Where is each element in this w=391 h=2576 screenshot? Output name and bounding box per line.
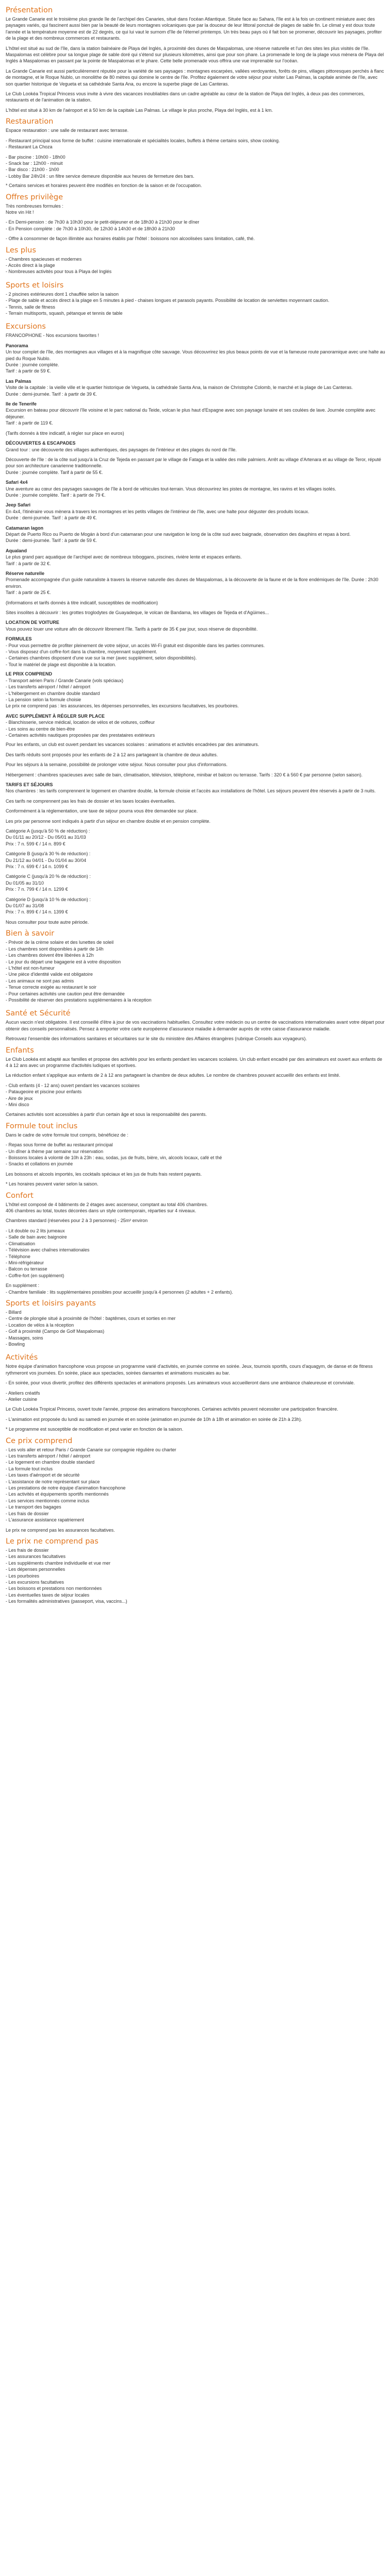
paragraph: Visite de la capitale : la vieille ville et le quartier historique de Vegueta, la cathédrale Santa Ana, la maison de Christophe Colomb, le marché et la plage de Las Canteras.	[6, 385, 353, 391]
list-item: - Tenue correcte exigée au restaurant le soir	[6, 985, 96, 990]
bar-list	[6, 154, 385, 180]
list-item: - Les boissons et prestations non mentionnées	[6, 1586, 102, 1591]
section-prix-comprend	[6, 1436, 385, 1533]
paragraph: - En soirée, pour vous divertir, profitez des différents spectacles et animations proposés. Les animateurs vous accueilleront dans une ambiance chaleureuse et conviviale.	[6, 1380, 355, 1386]
list-item: - Les soins au centre de bien-être	[6, 726, 75, 732]
list-item: - L'hôtel est non-fumeur	[6, 965, 55, 971]
paragraph: Pour les séjours à la semaine, possibilité de prolonger votre séjour. Nous consulter pour plus d'informations.	[6, 762, 227, 768]
paragraph: * Certains services et horaires peuvent être modifiés en fonction de la saison et de l'occupation.	[6, 183, 202, 189]
subtitle: Ile de Tenerife	[6, 401, 37, 407]
paragraph: Le Club Lookéa Tropical Princess, ouvert toute l'année, propose des animations francophones. Certaines activités peuvent nécessiter une participation financière.	[6, 1406, 338, 1412]
list-item: - Snacks et collations en journée	[6, 1161, 73, 1167]
paragraph: Aucun vaccin n'est obligatoire. Il est conseillé d'être à jour de vos vaccinations habituelles. Consultez votre médecin ou un centre de vaccinations internationales avant votre départ pour obtenir des conseils personnalisés. Pensez à emporter votre carte européenne d'assurance maladie à demander auprès de votre caisse d'assurance maladie.	[6, 1020, 385, 1031]
section-location	[6, 609, 385, 671]
list-item: - Centre de plongée situé à proximité de l'hôtel : baptêmes, cours et sorties en mer	[6, 1316, 176, 1321]
list-item: - Coffre-fort (en supplément)	[6, 1273, 64, 1278]
subtitle: Las Palmas	[6, 378, 31, 384]
list-item: - Les éventuelles taxes de séjour locales	[6, 1592, 90, 1598]
list-item: - Les prestations de notre équipe d'animation francophone	[6, 1485, 126, 1491]
paragraph: Tarif : à partir de 119 €.	[6, 420, 53, 426]
list-item: - Les excursions facultatives	[6, 1579, 64, 1585]
paragraph: Tarif : à partir de 25 €.	[6, 590, 51, 596]
paragraph: Nos chambres : les tarifs comprennent le logement en chambre double, la formule choisie et l'accès aux installations de l'hôtel. Les séjours peuvent être réservés à partir de 3 nuits.	[6, 788, 376, 794]
subtitle: LE PRIX COMPREND	[6, 671, 53, 677]
paragraph: Catégorie C (jusqu'à 20 % de réduction) :	[6, 874, 91, 879]
paragraph: Durée : demi-journée. Tarif : à partir de 49 €.	[6, 515, 97, 521]
list-item: - Pour certaines activités une caution peut être demandée	[6, 991, 125, 996]
subtitle: AVEC SUPPLÉMENT À RÉGLER SUR PLACE	[6, 713, 105, 719]
list-item: - Vous disposez d'un coffre-fort dans la chambre, moyennant supplément.	[6, 649, 157, 655]
list-item: - Terrain multisports, squash, pétanque et tennis de table	[6, 311, 123, 316]
paragraph: L'hôtel est composé de 4 bâtiments de 2 étages avec ascenseur, comptant au total 406 chambres.	[6, 1201, 208, 1207]
section-title: Les plus	[6, 246, 36, 255]
list-item: - L'assistance de notre représentant sur place	[6, 1479, 100, 1484]
list-item: - Transport aérien Paris / Grande Canarie (vols spéciaux)	[6, 677, 124, 683]
paragraph: - Chambre familiale : lits supplémentaires possibles pour accueillir jusqu'à 4 personnes (2 adultes + 2 enfants).	[6, 1289, 233, 1295]
paragraph: Durée : journée complète. Tarif à partir de 55 €.	[6, 469, 103, 475]
list-item: - Les transferts aéroport / hôtel / aéroport	[6, 684, 91, 690]
subtitle: Jeep Safari	[6, 502, 31, 508]
section-title: Restauration	[6, 117, 54, 126]
list-item: - Location de vélos à la réception	[6, 1322, 74, 1328]
section-title: Activités	[6, 1353, 38, 1362]
paragraph: * Les horaires peuvent varier selon la saison.	[6, 1181, 99, 1187]
paragraph: Conformément à la réglementation, une taxe de séjour pourra vous être demandée sur place.	[6, 808, 198, 814]
list-item: - La formule tout inclus	[6, 1466, 53, 1471]
paragraph: Tarif : à partir de 32 €.	[6, 561, 51, 566]
list-item: - Les transferts aéroport / hôtel / aéroport	[6, 1453, 91, 1459]
section-title: Présentation	[6, 6, 53, 14]
list-item: - L'hébergement en chambre double standard	[6, 690, 100, 696]
section-decouvertes	[6, 440, 385, 606]
paragraph: Notre équipe d'animation francophone vous propose un programme varié d'activités, en journée comme en soirée. Jeux, tournois sportifs, cours d'aquagym, de danse et de fitness rythmeront vos journées. En soirée, place aux spectacles, soirées dansantes et animations musicales au bar.	[6, 1364, 373, 1376]
section-sante	[6, 1009, 385, 1042]
paragraph: 406 chambres au total, toutes décorées dans un style contemporain, réparties sur 4 niveaux.	[6, 1208, 197, 1214]
paragraph: En 4x4, l'itinéraire vous mènera à travers les montagnes et les petits villages de l'intérieur de l'île, avec une halte pour déguster des produits locaux.	[6, 509, 309, 514]
list-item: - Les dépenses personnelles	[6, 1567, 66, 1572]
list-item: - Les pourboires	[6, 1573, 40, 1579]
list-item: - Chambres spacieuses et modernes	[6, 256, 82, 262]
list-item: - Golf à proximité (Campo de Golf Maspalomas)	[6, 1329, 105, 1334]
list-item: - Les suppléments chambre individuelle et vue mer	[6, 1560, 111, 1566]
paragraph: Espace restauration : une salle de restaurant avec terrasse.	[6, 128, 129, 133]
list-item: Prix : 7 n. 899 € / 14 n. 1399 €	[6, 909, 68, 915]
subtitle: Panorama	[6, 343, 28, 348]
list-item: - Mini disco	[6, 1102, 29, 1107]
list-item: - Salle de bain avec baignoire	[6, 1234, 67, 1240]
list-item: - Aire de jeux	[6, 1095, 33, 1101]
list-item: - Une pièce d'identité valide est obligatoire	[6, 972, 93, 977]
paragraph: Sites insolites à découvrir : les grottes troglodytes de Guayadeque, le volcan de Bandama, les villages de Tejeda et d'Agüimes...	[6, 610, 269, 616]
paragraph: Durée : demi-journée. Tarif : à partir de 59 €.	[6, 538, 97, 544]
paragraph: Les boissons et alcools importés, les cocktails spéciaux et les jus de fruits frais restent payants.	[6, 1171, 202, 1177]
list-item: - Les activités et équipements sportifs mentionnés	[6, 1492, 109, 1497]
list-item: - Les formalités administratives (passeport, visa, vaccins...)	[6, 1599, 127, 1604]
list-item: - Balcon ou terrasse	[6, 1266, 47, 1272]
section-restauration	[6, 117, 385, 189]
paragraph: Une aventure au cœur des paysages sauvages de l'île à bord de véhicules tout-terrain. Vous découvrirez les pistes de montagne, les ravins et les villages isolés.	[6, 486, 336, 492]
list-item: - Les frais de dossier	[6, 1547, 49, 1553]
section-title: Le prix ne comprend pas	[6, 1537, 99, 1546]
list-item: - Certaines chambres disposent d'une vue sur la mer (avec supplément, selon disponibilités).	[6, 655, 197, 661]
section-bien-a-savoir	[6, 929, 385, 1006]
list-item: - Les frais de dossier	[6, 1511, 49, 1516]
list-item: - Accès direct à la plage	[6, 262, 55, 268]
list-item: - Tennis, salle de fitness	[6, 304, 55, 310]
list-item: - Prévoir de la crème solaire et des lunettes de soleil	[6, 940, 114, 945]
list-item: Prix : 7 n. 599 € / 14 n. 899 €	[6, 841, 66, 846]
section-title: Formule tout inclus	[6, 1122, 78, 1130]
section-sports	[6, 281, 385, 320]
list-item: - Possibilité de réserver des prestations supplémentaires à la réception	[6, 997, 152, 1003]
paragraph: Ces tarifs ne comprennent pas les frais de dossier et les taxes locales éventuelles.	[6, 798, 176, 804]
list-item: - Lobby Bar 24h/24 : un filtre service demeure disponible aux heures de fermeture des bars.	[6, 173, 194, 179]
list-item: - Bowling	[6, 1341, 25, 1347]
subtitle: Safari 4x4	[6, 480, 28, 485]
list-item: - Ateliers créatifs	[6, 1390, 40, 1396]
paragraph: La Grande Canarie est aussi particulièrement réputée pour la variété de ses paysages : montagnes escarpées, vallées verdoyantes, forêts de pins, villages pittoresques perchés à flanc de montagne, et le Roque Nublo, un monolithe de 80 mètres qui domine le centre de l'île. Profitez également de votre séjour pour visiter Las Palmas, la capitale animée de l'île, avec son quartier historique de Vegueta et sa cathédrale Santa Ana, ou encore la superbe plage de Las Canteras.	[6, 68, 384, 87]
paragraph: - En Demi-pension : de 7h30 à 10h30 pour le petit-déjeuner et de 18h30 à 21h30 pour le dîner	[6, 219, 200, 225]
section-tarifs	[6, 782, 385, 925]
paragraph: Certaines activités sont accessibles à partir d'un certain âge et sous la responsabilité des parents.	[6, 1112, 207, 1117]
paragraph: Vous pouvez louer une voiture afin de découvrir librement l'île. Tarifs à partir de 35 € par jour, sous réserve de disponibilité.	[6, 626, 258, 632]
list-item: - Atelier cuisine	[6, 1397, 38, 1402]
section-sports-payants	[6, 1299, 385, 1350]
list-item: Prix : 7 n. 699 € / 14 n. 1099 €	[6, 864, 68, 870]
paragraph: Le Grande Canarie est le troisième plus grande île de l'archipel des Canaries, situé dans l'océan Atlantique. Située face au Sahara, l'île est à la fois un continent miniature avec des paysages variés, qui fascinent aussi bien par la beauté de leurs montagnes volcaniques que par la douceur de leur littoral ponctué de plages de sable fin. Le climat y est doux toute l'année et la température moyenne est de 22 degrés, ce qui lui vaut le surnom d'île de l'éternel printemps. Un très beau pays où il fait bon se promener, découvrir les paysages, profiter de la plage et des nombreux commerces et restaurants.	[6, 16, 382, 41]
paragraph: Notre vin Hit !	[6, 209, 34, 215]
subtitle: Catamaran lagon	[6, 525, 44, 531]
list-item: - Tout le matériel de plage est disponible à la location.	[6, 662, 116, 667]
paragraph: Promenade accompagnée d'un guide naturaliste à travers la réserve naturelle des dunes de Maspalomas, à la découverte de la faune et de la flore endémiques de l'île. Durée : 2h30 environ.	[6, 577, 379, 589]
section-offres	[6, 193, 385, 242]
paragraph: Retrouvez l'ensemble des informations sanitaires et sécuritaires sur le site du ministère des Affaires étrangères (rubrique Conseils aux voyageurs).	[6, 1036, 307, 1042]
paragraph: Départ de Puerto Rico ou Puerto de Mogán à bord d'un catamaran pour une navigation le long de la côte sud avec baignade, observation des dauphins et repas à bord.	[6, 531, 351, 537]
paragraph: Dans le cadre de votre formule tout compris, bénéficiez de :	[6, 1132, 128, 1138]
list-item: - Snack bar : 12h00 - minuit	[6, 160, 63, 166]
list-item: Prix : 7 n. 799 € / 14 n. 1299 €	[6, 887, 68, 892]
section-presentation	[6, 6, 385, 113]
list-item: - Certaines activités nautiques proposées par des prestataires extérieurs	[6, 732, 155, 738]
section-title: Excursions	[6, 323, 46, 331]
list-item: Du 21/12 au 04/01 - Du 01/04 au 30/04	[6, 857, 87, 863]
paragraph: Durée : demi-journée. Tarif : à partir de 39 €.	[6, 391, 97, 397]
list-item: - Billard	[6, 1309, 22, 1315]
list-item: - Pour vous permettre de profiter pleinement de votre séjour, un accès Wi-Fi gratuit est disponible dans les parties communes.	[6, 642, 265, 648]
section-title: Enfants	[6, 1046, 34, 1055]
paragraph: - Restaurant principal sous forme de buffet : cuisine internationale et spécialités locales, buffets à thème certains soirs, show cooking.	[6, 138, 280, 143]
paragraph: La réduction enfant s'applique aux enfants de 2 à 12 ans partageant la chambre de deux adultes. Le nombre de chambres pouvant accueillir des enfants est limité.	[6, 1073, 340, 1078]
list-item: - Les taxes d'aéroport et de sécurité	[6, 1472, 80, 1478]
paragraph: (Informations et tarifs donnés à titre indicatif, susceptibles de modification)	[6, 600, 158, 605]
list-item: - Les assurances facultatives	[6, 1554, 66, 1560]
section-title: Santé et Sécurité	[6, 1009, 71, 1018]
paragraph: - En Pension complète : de 7h30 à 10h30, de 12h30 à 14h30 et de 18h30 à 21h30	[6, 226, 175, 231]
paragraph: Grand tour : une découverte des villages authentiques, des paysages de l'intérieur et des plages du nord de l'île.	[6, 447, 237, 452]
list-item: - Nombreuses activités pour tous à Playa del Inglés	[6, 269, 112, 275]
list-item: - La pension selon la formule choisie	[6, 697, 82, 702]
list-item: - Mini-réfrigérateur	[6, 1260, 44, 1265]
paragraph: Très nombreuses formules :	[6, 203, 63, 209]
paragraph: Catégorie B (jusqu'à 30 % de réduction) :	[6, 851, 91, 857]
paragraph: L'hôtel est situé à 30 km de l'aéroport et à 50 km de la capitale Las Palmas. Le village le plus proche, Playa del Inglés, est à 1 km.	[6, 107, 273, 113]
paragraph: Chambres standard (réservées pour 2 à 3 personnes) - 25m² environ	[6, 1218, 148, 1224]
section-activites	[6, 1353, 385, 1432]
section-excursions	[6, 322, 385, 436]
paragraph: L'hôtel est situé au sud de l'île, dans la station balnéaire de Playa del Inglés, à proximité des dunes de Maspalomas, une réserve naturelle et l'un des sites les plus visités de l'île. Maspalomas est célèbre pour sa longue plage de sable doré qui s'étend sur plusieurs kilomètres, ainsi que pour son phare. La promenade le long de la plage vous mènera de Playa del Inglés à Maspalomas en passant par la pointe de Maspalomas et le phare. Cette belle promenade vous offrira une vue imprenable sur l'océan.	[6, 45, 384, 64]
list-item: - Climatisation	[6, 1241, 36, 1246]
list-item: - Les animaux ne sont pas admis	[6, 978, 74, 984]
list-item: - L'assurance assistance rapatriement	[6, 1517, 84, 1523]
list-item: - Les services mentionnés comme inclus	[6, 1498, 90, 1503]
section-title: Sports et loisirs	[6, 281, 64, 290]
list-item: - Un dîner à thème par semaine sur réservation	[6, 1148, 104, 1154]
section-title: Offres privilège	[6, 193, 63, 201]
paragraph: Le plus grand parc aquatique de l'archipel avec de nombreux toboggans, piscines, rivière lente et espaces enfants.	[6, 554, 242, 560]
paragraph: Catégorie A (jusqu'à 50 % de réduction) :	[6, 828, 90, 834]
section-prix	[6, 671, 385, 778]
subtitle: Aqualand	[6, 548, 27, 553]
section-les-plus	[6, 246, 385, 278]
section-title: Ce prix comprend	[6, 1436, 73, 1445]
section-title: Confort	[6, 1191, 34, 1200]
list-item: - Massages, soins	[6, 1335, 43, 1341]
paragraph: En supplément :	[6, 1283, 40, 1289]
paragraph: Pour les enfants, un club est ouvert pendant les vacances scolaires : animations et activités encadrées par des animateurs.	[6, 742, 259, 748]
paragraph: - L'animation est proposée du lundi au samedi en journée et en soirée (animation en journée de 10h à 18h et animation en soirée de 21h à 23h).	[6, 1416, 302, 1422]
paragraph: Le Club Lookéa est adapté aux familles et propose des activités pour les enfants pendant les vacances scolaires. Un club enfant encadré par des animateurs est ouvert aux enfants de 4 à 12 ans avec un programme d'activités ludiques et sportives.	[6, 1056, 382, 1068]
paragraph: Durée : journée complète.	[6, 362, 59, 368]
paragraph: Des tarifs réduits sont proposés pour les enfants de 2 à 12 ans partageant la chambre de deux adultes.	[6, 752, 218, 757]
paragraph: (Tarifs donnés à titre indicatif, à régler sur place en euros)	[6, 430, 124, 436]
list-item: - Boissons locales à volonté de 10h à 23h : eau, sodas, jus de fruits, bière, vin, alcools locaux, café et thé	[6, 1155, 222, 1161]
subtitle: Réserve naturelle	[6, 571, 45, 576]
list-item: - Le logement en chambre double standard	[6, 1460, 95, 1465]
list-item: - Repas sous forme de buffet au restaurant principal	[6, 1142, 113, 1148]
list-item: - Le transport des bagages	[6, 1504, 61, 1510]
list-item: - Plage de sable et accès direct à la plage en 5 minutes à pied - chaises longues et parasols payants. Possibilité de location de serviettes moyennant caution.	[6, 298, 330, 303]
list-item: - Le jour du départ une bagagerie est à votre disposition	[6, 959, 121, 964]
paragraph: Le prix ne comprend pas les assurances facultatives.	[6, 1527, 115, 1533]
list-item: - Les chambres doivent être libérées à 12h	[6, 953, 94, 958]
paragraph: Un tour complet de l'île, des montagnes aux villages et à la magnifique côte sauvage. Vous découvrirez les plus beaux points de vue et la fameuse route panoramique avec une halte au pied du Roque Nublo.	[6, 349, 385, 361]
paragraph: Nous consulter pour toute autre période.	[6, 919, 89, 925]
paragraph: Le Club Lookéa Tropical Princess vous invite à vivre des vacances inoubliables dans un cadre agréable au cœur de la station de Playa del Inglés, à deux pas des commerces, restaurants et de l'animation de la station.	[6, 91, 365, 103]
list-item: - Télévision avec chaînes internationales	[6, 1247, 90, 1253]
subtitle: FORMULES	[6, 636, 32, 642]
list-item: - Blanchisserie, service médical, location de vélos et de voitures, coiffeur	[6, 720, 155, 725]
paragraph: Excursion en bateau pour découvrir l'île voisine et le parc national du Teide, volcan le plus haut d'Espagne avec son paysage lunaire et ses coulées de lave. Journée complète avec déjeuner.	[6, 408, 376, 419]
paragraph: Le prix ne comprend pas : les assurances, les dépenses personnelles, les excursions facultatives, les pourboires.	[6, 703, 239, 709]
paragraph: * Le programme est susceptible de modification et peut varier en fonction de la saison.	[6, 1427, 184, 1432]
section-prix-ne-comprend-pas	[6, 1537, 385, 1605]
paragraph: Découverte de l'île : de la côte sud jusqu'à la Cruz de Tejeda en passant par le village de Fataga et la vallée des mille palmiers. Arrêt au village d'Artenara et au village de Teror, réputé pour son architecture canarienne traditionnelle.	[6, 456, 381, 469]
list-item: - Téléphone	[6, 1253, 30, 1259]
list-item: - Bar piscine : 10h00 - 18h00	[6, 154, 66, 160]
list-item: Du 01/07 au 31/08	[6, 903, 44, 909]
subtitle: TARIFS ET SÉJOURS	[6, 782, 53, 787]
section-title: Bien à savoir	[6, 929, 55, 938]
paragraph: FRANCOPHONE - Nos excursions favorites !	[6, 333, 100, 338]
list-item: - 2 piscines extérieures dont 1 chauffée selon la saison	[6, 291, 119, 297]
paragraph: Les prix par personne sont indiqués à partir d'un séjour en chambre double et en pension complète.	[6, 818, 210, 824]
paragraph: - Restaurant La Choza	[6, 144, 53, 150]
paragraph: - Offre à consommer de façon illimitée aux horaires établis par l'hôtel : boissons non alcoolisées sans limitation, café, thé.	[6, 236, 255, 242]
paragraph: Durée : journée complète. Tarif : à partir de 79 €.	[6, 492, 106, 498]
list-item: Du 01/05 au 31/10	[6, 880, 44, 886]
paragraph: Tarif : à partir de 59 €.	[6, 368, 51, 374]
list-item: - Les vols aller et retour Paris / Grande Canarie sur compagnie régulière ou charter	[6, 1447, 176, 1452]
list-item: - Club enfants (4 - 12 ans) ouvert pendant les vacances scolaires	[6, 1082, 140, 1088]
subtitle: DÉCOUVERTES & ESCAPADES	[6, 440, 76, 446]
subtitle: LOCATION DE VOITURE	[6, 620, 59, 625]
paragraph: Hébergement : chambres spacieuses avec salle de bain, climatisation, télévision, téléphone, minibar et balcon ou terrasse. Tarifs : 320 € à 560 € par personne (selon saison).	[6, 772, 363, 777]
section-formule-tout-inclus	[6, 1122, 385, 1188]
list-item: - Les chambres sont disponibles à partir de 14h	[6, 946, 104, 952]
list-item: Du 01/11 au 20/12 - Du 05/01 au 31/03	[6, 835, 86, 840]
paragraph: Catégorie D (jusqu'à 10 % de réduction) :	[6, 896, 91, 902]
list-item: - Pataugeoire et piscine pour enfants	[6, 1089, 82, 1095]
section-confort	[6, 1191, 385, 1295]
list-item: - Lit double ou 2 lits jumeaux	[6, 1228, 65, 1233]
section-enfants	[6, 1046, 385, 1118]
section-title: Sports et loisirs payants	[6, 1299, 96, 1308]
list-item: - Bar disco : 21h00 - 1h00	[6, 167, 59, 173]
